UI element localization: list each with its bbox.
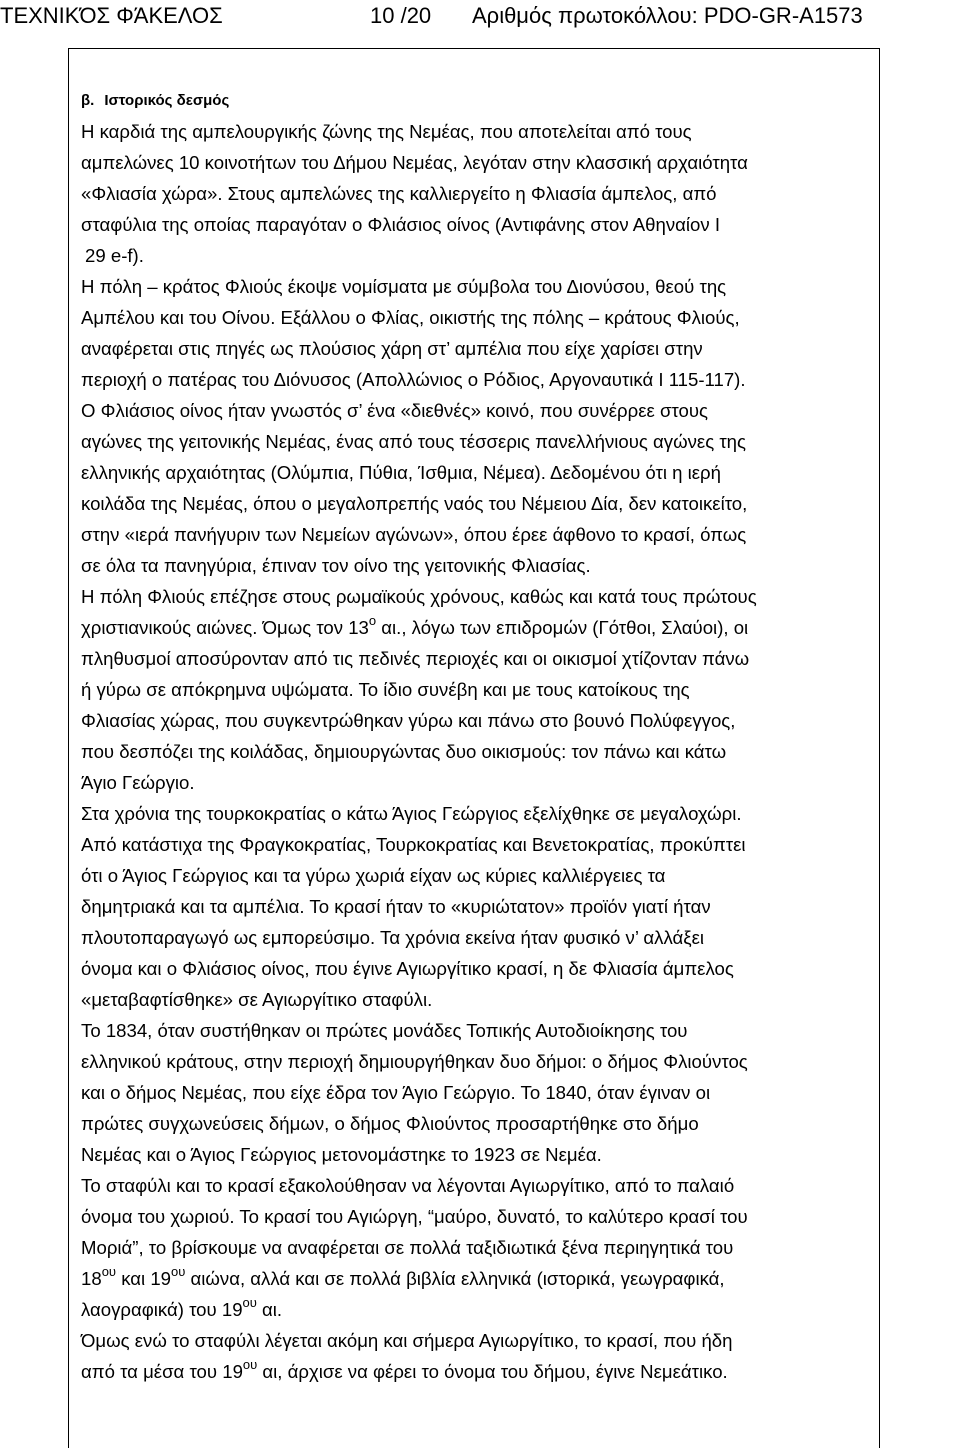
text-line: πλουτοπαραγωγό ως εμπορεύσιμο. Τα χρόνια εκείνα ήταν φυσικό ν’ αλλάξει <box>81 927 704 948</box>
text-line: Το 1834, όταν συστήθηκαν οι πρώτες μονάδες Τοπικής Αυτοδιοίκησης του <box>81 1020 688 1041</box>
text-line: Η πόλη Φλιούς επέζησε στους ρωμαϊκούς χρόνους, καθώς και κατά τους πρώτους <box>81 586 757 607</box>
text-segment: και 19 <box>116 1268 171 1289</box>
page-header <box>0 0 960 36</box>
text-line: Ο Φλιάσιος οίνος ήταν γνωστός σ’ ένα «διεθνές» κοινό, που συνέρρεε στους <box>81 400 708 421</box>
text-line: Όμως ενώ το σταφύλι λέγεται ακόμη και σήμερα Αγιωργίτικο, το κρασί, που ήδη <box>81 1330 733 1351</box>
text-segment: αι., λόγω των επιδρομών (Γότθοι, Σλαύοι), οι <box>376 617 749 638</box>
text-line: Νεμέας και ο Άγιος Γεώργιος μετονομάστηκε το 1923 σε Νεμέα. <box>81 1144 602 1165</box>
text-line: και ο δήμος Νεμέας, που είχε έδρα τον Άγιο Γεώργιο. Το 1840, όταν έγιναν οι <box>81 1082 711 1103</box>
text-line: «Φλιασία χώρα». Στους αμπελώνες της καλλιεργείτο η Φλιασία άμπελος, από <box>81 183 717 204</box>
text-segment: αι, άρχισε να φέρει το όνομα του δήμου, έγινε Νεμεάτικο. <box>257 1361 728 1382</box>
text-line <box>81 1294 863 1325</box>
text-line: 29 e-f). <box>85 245 144 266</box>
ordinal-superscript: ου <box>101 1263 117 1279</box>
text-segment: αι. <box>256 1299 283 1320</box>
ordinal-superscript: ου <box>242 1356 258 1372</box>
text-line: Η καρδιά της αμπελουργικής ζώνης της Νεμέας, που αποτελείται από τους <box>81 121 692 142</box>
ordinal-superscript: ο <box>368 612 377 628</box>
text-line: όνομα και ο Φλιάσιος οίνος, που έγινε Αγιωργίτικο κρασί, η δε Φλιασία άμπελος <box>81 958 734 979</box>
text-line <box>81 1356 863 1387</box>
text-line: πληθυσμοί αποσύρονταν από τις πεδινές περιοχές και οι οικισμοί χτίζονταν πάνω <box>81 648 750 669</box>
text-line: ή γύρω σε απόκρημνα υψώματα. Το ίδιο συνέβη και με τους κατοίκους της <box>81 679 690 700</box>
text-segment: 18 <box>81 1268 102 1289</box>
text-line <box>81 1263 863 1294</box>
text-line: Φλιασίας χώρας, που συγκεντρώθηκαν γύρω και πάνω στο βουνό Πολύφεγγος, <box>81 710 736 731</box>
text-line: στην «ιερά πανήγυριν των Νεμείων αγώνων», όπου έρεε άφθονο το κρασί, όπως <box>81 524 747 545</box>
ordinal-superscript: ου <box>242 1294 257 1310</box>
text-line: ελληνικής αρχαιότητας (Ολύμπια, Πύθια, Ίσθμια, Νέμεα). Δεδομένου ότι η ιερή <box>81 462 721 483</box>
text-segment: χριστιανικούς αιώνες. Όμως τον 13 <box>81 617 369 638</box>
text-line: σταφύλια της οποίας παραγόταν ο Φλιάσιος οίνος (Αντιφάνης στον Αθηναίον Ι <box>81 214 720 235</box>
page-number: 10 /20 <box>370 3 432 28</box>
section-letter: β. <box>81 92 95 109</box>
text-line: περιοχή ο πατέρας του Διόνυσος (Απολλώνιος ο Ρόδιος, Αργοναυτικά Ι 115-117). <box>81 369 746 390</box>
text-segment: από τα μέσα του 19 <box>81 1361 243 1382</box>
text-line: αγώνες της γειτονικής Νεμέας, ένας από τους τέσσερις πανελλήνιους αγώνες της <box>81 431 746 452</box>
text-line: σε όλα τα πανηγύρια, έπιναν τον οίνο της γειτονικής Φλιασίας. <box>81 555 591 576</box>
text-line: δημητριακά και τα αμπέλια. Το κρασί ήταν το «κυριώτατον» προϊόν γιατί ήταν <box>81 896 711 917</box>
document-title: ΤΕΧΝΙΚΌΣ ΦΆΚΕΛΟΣ <box>0 3 223 28</box>
text-line: Αμπέλου και του Οίνου. Εξάλλου ο Φλίας, οικιστής της πόλης – κράτους Φλιούς, <box>81 307 740 328</box>
text-line: Η πόλη – κράτος Φλιούς έκοψε νομίσματα με σύμβολα του Διονύσου, θεού της <box>81 276 727 297</box>
text-line: Το σταφύλι και το κρασί εξακολούθησαν να λέγονται Αγιωργίτικο, από το παλαιό <box>81 1175 735 1196</box>
protocol-number: Αριθμός πρωτοκόλλου: PDO-GR-A1573 <box>472 3 863 28</box>
text-line: πρώτες συγχωνεύσεις δήμων, ο δήμος Φλιούντος προσαρτήθηκε στο δήμο <box>81 1113 699 1134</box>
text-segment: λαογραφικά) του 19 <box>81 1299 243 1320</box>
text-line: αναφέρεται στις πηγές ως πλούσιος χάρη στ’ αμπέλια που είχε χαρίσει στην <box>81 338 703 359</box>
text-line: Μοριά”, το βρίσκουμε να αναφέρεται σε πολλά ταξιδιωτικά ξένα περιηγητικά του <box>81 1237 734 1258</box>
text-line: Άγιο Γεώργιο. <box>81 772 195 793</box>
text-line: που δεσπόζει της κοιλάδας, δημιουργώντας δυο οικισμούς: τον πάνω και κάτω <box>81 741 727 762</box>
text-line <box>81 612 863 643</box>
text-line: κοιλάδα της Νεμέας, όπου ο μεγαλοπρεπής ναός του Νέμειου Δία, δεν κατοικείτο, <box>81 493 748 514</box>
text-line: όνομα του χωριού. Το κρασί του Αγιώργη, “μαύρο, δυνατό, το καλύτερο κρασί του <box>81 1206 748 1227</box>
ordinal-superscript: ου <box>171 1263 186 1279</box>
text-segment: αιώνα, αλλά και σε πολλά βιβλία ελληνικά (ιστορικά, γεωγραφικά, <box>185 1268 725 1289</box>
section-title: Ιστορικός δεσμός <box>104 92 230 109</box>
document-body <box>81 90 863 1387</box>
text-line: αμπελώνες 10 κοινοτήτων του Δήμου Νεμέας, λεγόταν στην κλασσική αρχαιότητα <box>81 152 748 173</box>
section-heading <box>81 90 863 116</box>
text-line: «μεταβαφτίσθηκε» σε Αγιωργίτικο σταφύλι. <box>81 989 433 1010</box>
text-line: Από κατάστιχα της Φραγκοκρατίας, Τουρκοκρατίας και Βενετοκρατίας, προκύπτει <box>81 834 746 855</box>
text-line: ελληνικού κράτους, στην περιοχή δημιουργήθηκαν δυο δήμοι: ο δήμος Φλιούντος <box>81 1051 748 1072</box>
text-line: Στα χρόνια της τουρκοκρατίας ο κάτω Άγιος Γεώργιος εξελίχθηκε σε μεγαλοχώρι. <box>81 803 742 824</box>
text-line: ότι ο Άγιος Γεώργιος και τα γύρω χωριά είχαν ως κύριες καλλιέργειες τα <box>81 865 666 886</box>
